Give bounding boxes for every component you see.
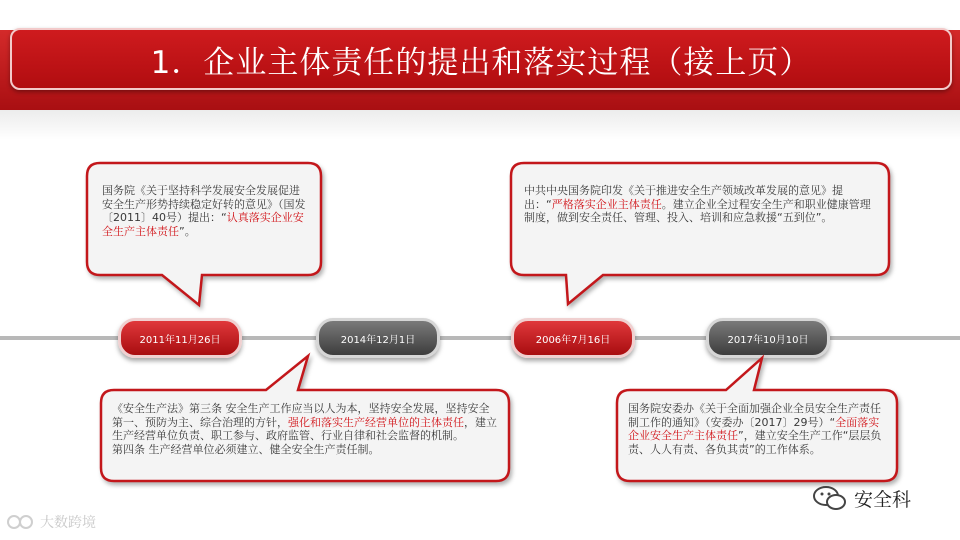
callout-2017-text: 国务院安委办《关于全面加强企业全员安全生产责任制工作的通知》（安委办〔2017〕29号）“全面落实企业安全生产主体责任”，建立安全生产工作“层层负责、人人有责、各负其责”的工作体系。	[628, 402, 882, 456]
callout-2006-bubble	[508, 160, 892, 310]
date-label: 2006年7月16日	[535, 334, 611, 346]
callout-2006	[508, 160, 892, 310]
callout-2011	[84, 160, 324, 310]
callout-2014	[98, 352, 512, 484]
callout-2006-text: 中共中央国务院印发《关于推进安全生产领域改革发展的意见》提出：“严格落实企业主体责任。建立企业全过程安全生产和职业健康管理制度，做到安全责任、管理、投入、培训和应急救援“五到位”。	[524, 184, 871, 224]
watermark-right-text: 安全科	[854, 488, 912, 511]
callout-2011-text: 国务院《关于坚持科学发展安全发展促进安全生产形势持续稳定好转的意见》（国发〔2011〕40号）提出：“认真落实企业安全生产主体责任”。	[102, 184, 306, 238]
watermark-left-text: 大数跨境	[40, 515, 96, 531]
page-title: 1．企业主体责任的提出和落实过程（接上页）	[150, 44, 812, 81]
watermark-left	[6, 512, 96, 532]
date-label: 2014年12月1日	[340, 334, 416, 346]
watermark-right	[812, 484, 911, 512]
logo-icon	[6, 513, 36, 531]
wechat-icon	[812, 484, 848, 512]
callout-2017	[614, 352, 900, 484]
header-shadow	[0, 110, 960, 140]
title-banner	[10, 28, 952, 90]
date-label: 2017年10月10日	[727, 334, 809, 346]
callout-2014-text: 《安全生产法》第三条 安全生产工作应当以人为本，坚持安全发展，坚持安全第一、预防为主、综合治理的方针，强化和落实生产经营单位的主体责任，建立生产经营单位负责、职工参与、政府监管、行业自律和社会监督的机制。 第四条 生产经营单位必须建立、健全安全生产责任制。	[112, 402, 497, 456]
date-label: 2011年11月26日	[139, 334, 221, 346]
